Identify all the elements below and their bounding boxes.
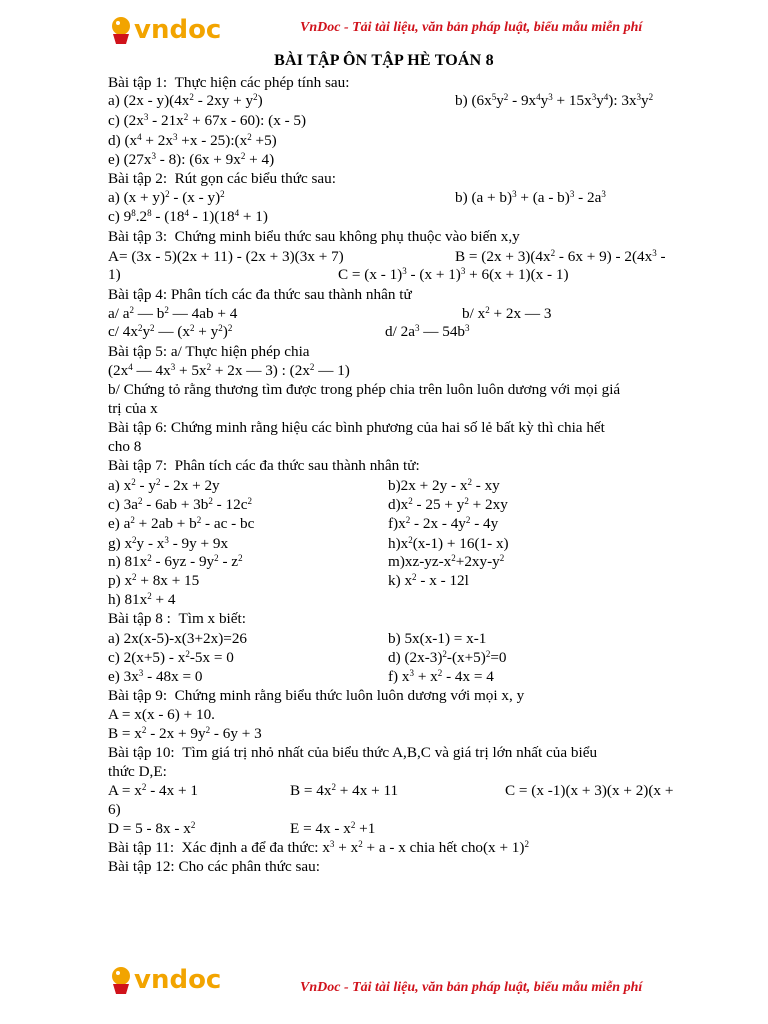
exercise-line: a) $(x + y)^2 - (x - y)^2$ <box>108 189 225 206</box>
svg-text:vndoc: vndoc <box>134 15 222 45</box>
exercise-heading: Bài tập 1: Thực hiện các phép tính sau: <box>108 74 350 91</box>
exercise-line: 1) <box>108 266 121 283</box>
footer <box>108 958 708 998</box>
exercise-line: A = x(x - 6) + 10. <box>108 706 215 723</box>
exercise-heading: Bài tập 12: Cho các phân thức sau: <box>108 858 320 875</box>
exercise-heading: Bài tập 9: Chứng minh rằng biểu thức luôn luôn dương với mọi x, y <box>108 687 525 704</box>
footer-tagline: VnDoc - Tải tài liệu, văn bản pháp luật, biểu mẫu miễn phí <box>300 980 643 995</box>
exercise-line: f) $x^3 + x^2 - 4x = 4$ <box>388 668 494 685</box>
exercise-line: b) 5x(x-1) = x-1 <box>388 630 487 647</box>
exercise-line: a) $(2x - y)(4x^2 - 2xy + y^2)$ <box>108 92 263 109</box>
exercise-line: b/ $x^2 + 2x$ — 3 <box>462 305 552 322</box>
exercise-line: d) $(2x-3)^2-(x+5)^2=0$ <box>388 649 507 666</box>
exercise-line: $C = (x - 1)^3 - (x + 1)^3 + 6(x + 1)(x - 1)$ <box>338 266 569 283</box>
exercise-line: $E = 4x - x^2 +1$ <box>290 820 376 837</box>
exercise-line: $D = 5 - 8x - x^2$ <box>108 820 196 837</box>
exercise-line: h) $81x^2 + 4$ <box>108 591 176 608</box>
exercise-line: c/ $4x^2y^2$ — $(x^2 + y^2)^2$ <box>108 323 233 340</box>
exercise-line: b/ Chứng tỏ rằng thương tìm được trong phép chia trên luôn luôn dương với mọi giá <box>108 381 621 398</box>
exercise-heading: Bài tập 10: Tìm giá trị nhỏ nhất của biểu thức A,B,C và giá trị lớn nhất của biểu <box>108 744 598 761</box>
svg-text:vndoc: vndoc <box>134 965 222 995</box>
exercise-line: $h)x^2(x-1) + 16(1-$ x) <box>388 535 509 552</box>
exercise-line: cho 8 <box>108 438 142 455</box>
exercise-line: $B = 4x^2 + 4x + 11$ <box>290 782 399 799</box>
exercise-heading: Bài tập 3: Chứng minh biểu thức sau không phụ thuộc vào biến x,y <box>108 228 520 245</box>
header-tagline: VnDoc - Tải tài liệu, văn bản pháp luật, biểu mẫu miễn phí <box>300 20 643 35</box>
exercise-heading: Bài tập 11: Xác định a để đa thức: $x^3 + x^2 + a - x$ chia hết $cho(x + 1)^2$ <box>108 839 529 856</box>
exercise-line: $m)xz-yz-x^2+2xy-y^2$ <box>388 553 505 570</box>
exercise-line: e) $3x^3 - 48x = 0$ <box>108 668 203 685</box>
exercise-line: ($2x^4$ — $4x^3 + 5x^2 + 2x$ — 3) : ($2x^2$ — 1) <box>108 362 350 379</box>
page-title: BÀI TẬP ÔN TẬP HÈ TOÁN 8 <box>274 52 494 69</box>
exercise-line: a) $x^2 - y^2 - 2x + 2y$ <box>108 477 220 494</box>
exercise-heading: Bài tập 5: a/ Thực hiện phép chia <box>108 343 310 360</box>
exercise-line: $d)x^2 - 25 + y^2 + 2xy$ <box>388 496 508 513</box>
exercise-line: e) $(27x^3 - 8)$: $(6x + 9x^2 + 4)$ <box>108 151 275 168</box>
exercise-line: 6) <box>108 801 121 818</box>
exercise-heading: Bài tập 4: Phân tích các đa thức sau thành nhân tử <box>108 286 412 303</box>
exercise-heading: Bài tập 2: Rút gọn các biểu thức sau: <box>108 170 336 187</box>
exercise-line: $B = (2x + 3)(4x^2 - 6x + 9) - 2(4x^3$ - <box>455 248 666 265</box>
exercise-line: g) $x^2y - x^3 - 9y + 9x$ <box>108 535 229 552</box>
vndoc-logo <box>108 8 258 48</box>
exercise-line: c) $2(x+5) - x^2-5x = 0$ <box>108 649 234 666</box>
exercise-line: trị của x <box>108 400 158 417</box>
exercise-heading: Bài tập 7: Phân tích các đa thức sau thành nhân tử: <box>108 457 420 474</box>
exercise-heading: Bài tập 8 : Tìm x biết: <box>108 610 246 627</box>
exercise-line: n) $81x^2 - 6yz - 9y^2 - z^2$ <box>108 553 243 570</box>
exercise-line: a) 2x(x-5)-x(3+2x)=26 <box>108 630 248 647</box>
exercise-line: b) $(6x^5y^2 - 9x^4y^3 + 15x^3y^4)$: $3x^3y^2$ <box>455 92 654 109</box>
exercise-line: $f)x^2 - 2x - 4y^2 - 4y$ <box>388 515 499 532</box>
exercise-line: c) $3a^2 - 6ab + 3b^2 - 12c^2$ <box>108 496 252 513</box>
exercise-line: C = (x -1)(x + 3)(x + 2)(x + <box>505 782 674 799</box>
exercise-line: e) $a^2 + 2ab + b^2$ - ac - bc <box>108 515 255 532</box>
exercise-line: p) $x^2 + 8x + 15$ <box>108 572 200 589</box>
exercise-line: $A = x^2 - 4x + 1$ <box>108 782 198 799</box>
exercise-line: d) ($x^4 + 2x^3 +x$ - $25):(x^2 +5)$ <box>108 132 277 149</box>
vndoc-logo <box>108 958 258 998</box>
exercise-line: c) $9^8.2^8 - (18^4 - 1)(18^4 + 1)$ <box>108 208 268 225</box>
exercise-line: thức D,E: <box>108 763 167 780</box>
exercise-line: k) $x^2$ - x - 12l <box>388 572 469 589</box>
exercise-line: b) $(a + b)^3 + (a - b)^3 - 2a^3$ <box>455 189 606 206</box>
exercise-line: A= (3x - 5)(2x + 11) - (2x + 3)(3x + 7) <box>108 248 344 265</box>
exercise-line: $B = x^2 - 2x + 9y^2 - 6y + 3$ <box>108 725 262 742</box>
exercise-line: c) $(2x^3 - 21x^2 + 67x - 60)$: (x - 5) <box>108 112 307 129</box>
exercise-line: a/ $a^2$ — $b^2$ — 4ab + 4 <box>108 305 238 322</box>
header <box>108 8 708 48</box>
exercise-line: $b)2x + 2y - x^2$ - xy <box>388 477 500 494</box>
exercise-heading: Bài tập 6: Chứng minh rằng hiệu các bình phương của hai số lẻ bất kỳ thì chia hết <box>108 419 605 436</box>
exercise-line: d/ $2a^3$ — $54b^3$ <box>385 323 470 340</box>
